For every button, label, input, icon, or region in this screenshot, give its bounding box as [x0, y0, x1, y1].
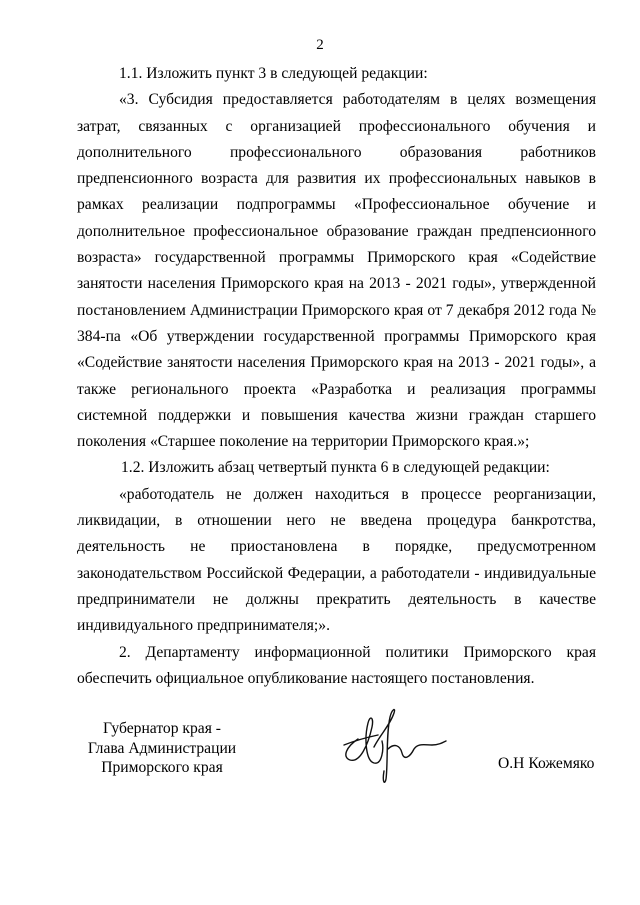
- paragraph-employer-clause: «работодатель не должен находиться в процессе реорганизации, ликвидации, в отношении него не введена процедура банкротства, деятельность не приостановлена в порядке, предусмотренном законодательством Российской Федерации, а работодатели - индивидуальные предприниматели не должны прекратить деятельность в качестве индивидуального предпринимателя;».: [77, 485, 596, 635]
- page-number: 2: [316, 37, 324, 53]
- document-body: [77, 61, 596, 692]
- signatory-title-line: Приморского края: [101, 759, 223, 776]
- signatory-name: О.Н Кожемяко: [498, 755, 595, 772]
- signatory-title-line: Глава Администрации: [87, 739, 237, 757]
- handwritten-signature: [338, 705, 450, 785]
- paragraph-1-2: 1.2. Изложить абзац четвертый пункта 6 в следующей редакции:: [121, 459, 550, 477]
- signature-block: [0, 719, 640, 809]
- signatory-title-line: Губернатор края -: [103, 720, 221, 737]
- paragraph-1-1: 1.1. Изложить пункт 3 в следующей редакции:: [119, 65, 428, 82]
- signatory-title: [72, 719, 252, 778]
- paragraph-2: 2. Департаменту информационной политики Приморского края обеспечить официальное опубликование настоящего постановления.: [77, 643, 596, 687]
- paragraph-subsidy-clause: «3. Субсидия предоставляется работодателям в целях возмещения затрат, связанных с организацией профессионального обучения и дополнительного профессионального образования работников предпенсионного возраста для развития их профессиональных навыков в рамках реализации подпрограммы «Профессиональное обучение и дополнительное профессиональное образование граждан предпенсионного возраста» государственной программы Приморского края «Содействие занятости населения Приморского края на 2013 - 2021 годы», утвержденной постановлением Администрации Приморского края от 7 декабря 2012 года № 384-па «Об утверждении государственной программы Приморского края «Содействие занятости населения Приморского края на 2013 - 2021 годы», а также регионального проекта «Разработка и реализация программы системной поддержки и повышения качества жизни граждан старшего поколения «Старшее поколение на территории Приморского края.»;: [77, 91, 596, 451]
